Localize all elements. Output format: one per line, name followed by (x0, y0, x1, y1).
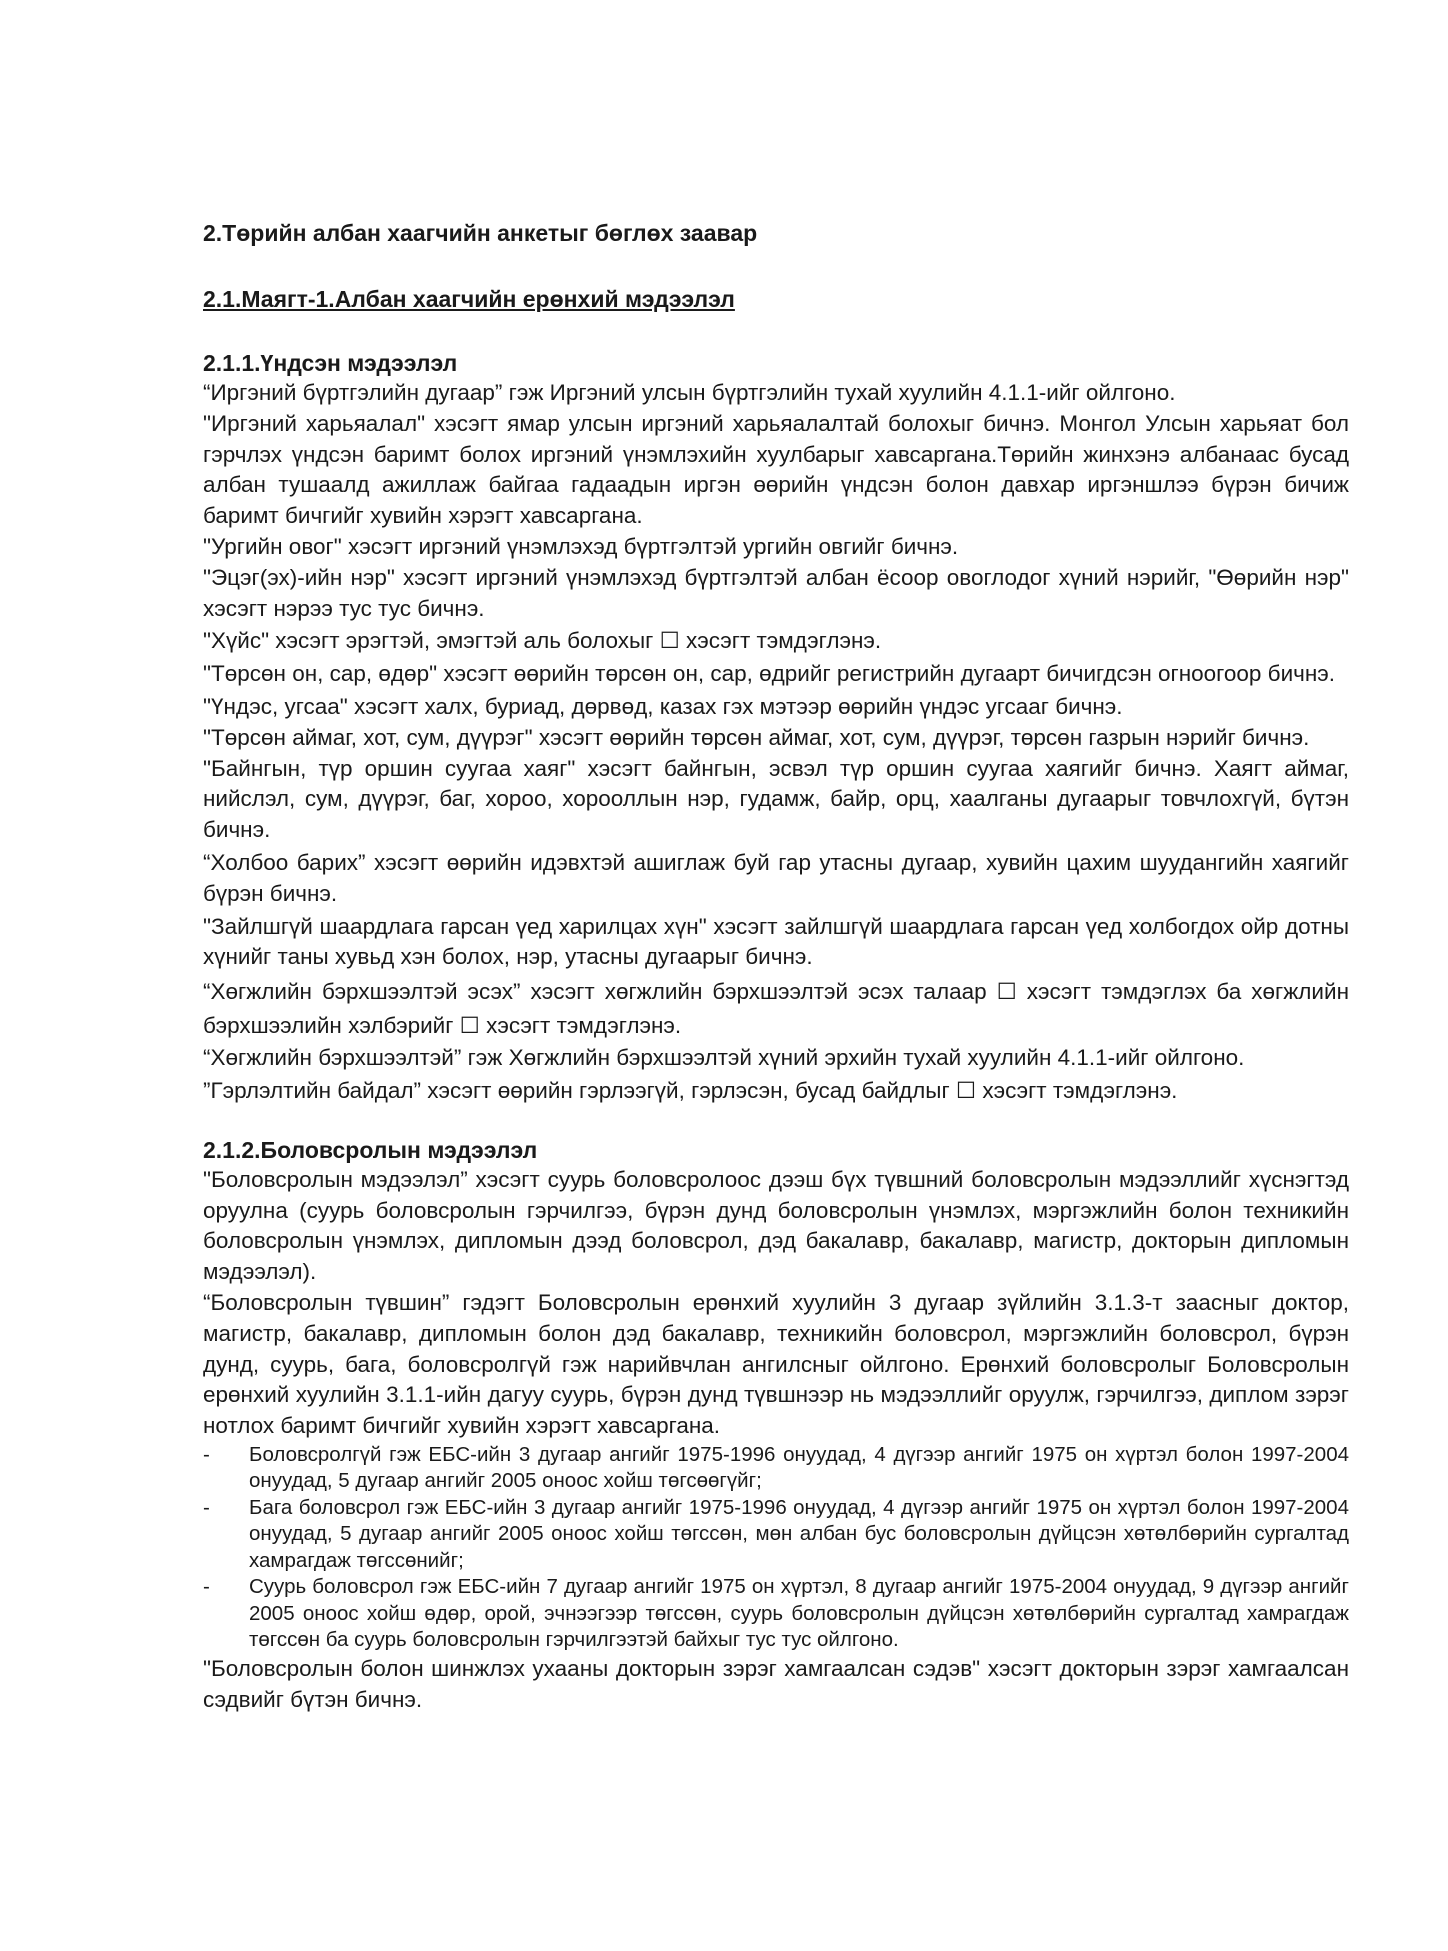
paragraph-disability: “Хөгжлийн бэрхшээлтэй эсэх” хэсэгт хөгжлийн бэрхшээлтэй эсэх талаар ☐ хэсэгт тэмдэглэх ба хөгжлийн бэрхшээлийн хэлбэрийг ☐ хэсэгт тэмдэглэнэ. (203, 979, 1349, 1039)
section-heading-2-1: 2.1.Маягт-1.Албан хаагчийн ерөнхий мэдээлэл (203, 286, 735, 312)
paragraph-clan-name: "Ургийн овог" хэсэгт иргэний үнэмлэхэд бүртгэлтэй ургийн овгийг бичнэ. (203, 533, 959, 559)
paragraph-ethnicity: "Үндэс, угсаа" хэсэгт халх, буриад, дөрвөд, казах гэх мэтээр өөрийн үндэс угсааг бичнэ. (203, 693, 1123, 719)
list-item (203, 1442, 1349, 1495)
education-level-list (203, 1442, 1349, 1654)
bullet-dash: - (203, 1442, 210, 1466)
paragraph-education-level: “Боловсролын түвшин” гэдэгт Боловсролын ерөнхий хуулийн 3 дугаар зүйлийн 3.1.3-т заасныг доктор, магистр, бакалавр, дипломын болон дэд бакалавр, техникийн боловсрол, мэргэжлийн боловсрол, бүрэн дунд, суурь, бага, боловсролгүй гэж нарийвчлан ангилсныг ойлгоно. Ерөнхий боловсролыг Боловсролын ерөнхий хуулийн 3.1.1-ийн дагуу суурь, бүрэн дунд түвшнээр нь мэдээллийг оруулж, гэрчилгээ, диплом зэрэг нотлох баримт бичгийг хувийн хэрэгт хавсаргана. (203, 1289, 1349, 1439)
paragraph-gender: "Хүйс" хэсэгт эрэгтэй, эмэгтэй аль болохыг ☐ хэсэгт тэмдэглэнэ. (203, 628, 882, 654)
paragraph-parent-name: "Эцэг(эх)-ийн нэр" хэсэгт иргэний үнэмлэхэд бүртгэлтэй албан ёсоор овоглодог хүний нэрийг, "Өөрийн нэр" хэсэгт нэрээ тус тус бичнэ. (203, 564, 1349, 621)
paragraph-education-info: "Боловсролын мэдээлэл” хэсэгт суурь боловсролоос дээш бүх түвшний боловсролын мэдээллийг хүснэгтэд оруулна (суурь боловсролын гэрчилгээ, бүрэн дунд боловсролын үнэмлэх, мэргэжлийн болон техникийн боловсролын үнэмлэх, дипломын дээд боловсрол, дэд бакалавр, бакалавр, магистр, докторын дипломын мэдээлэл). (203, 1166, 1349, 1285)
paragraph-doctoral-topic: "Боловсролын болон шинжлэх ухааны докторын зэрэг хамгаалсан сэдэв" хэсэгт докторын зэрэг хамгаалсан сэдвийг бүтэн бичнэ. (203, 1655, 1349, 1712)
list-item (203, 1574, 1349, 1654)
bullet-dash: - (203, 1495, 210, 1519)
paragraph-address: "Байнгын, түр оршин суугаа хаяг" хэсэгт байнгын, эсвэл түр оршин суугаа хаягийг бичнэ. Хаягт аймаг, нийслэл, сум, дүүрэг, баг, хороо, хорооллын нэр, гудамж, байр, орц, хаалганы дугаарыг товчлохгүй, бүтэн бичнэ. (203, 755, 1349, 843)
section-heading-2-1-2: 2.1.2.Боловсролын мэдээлэл (203, 1136, 538, 1163)
section-heading-2-1-1: 2.1.1.Үндсэн мэдээлэл (203, 350, 458, 376)
paragraph-citizen-registration-number: “Иргэний бүртгэлийн дугаар” гэж Иргэний улсын бүртгэлийн тухай хуулийн 4.1.1-ийг ойлгоно. (203, 380, 1176, 405)
bullet-dash: - (203, 1575, 210, 1599)
paragraph-birth-date: "Төрсөн он, сар, өдөр" хэсэгт өөрийн төрсөн он, сар, өдрийг регистрийн дугаарт бичигдсэн огноогоор бичнэ. (203, 661, 1336, 687)
document-page (203, 218, 1349, 1716)
list-item-text: Суурь боловсрол гэж ЕБС-ийн 7 дугаар ангийг 1975 он хүртэл, 8 дугаар ангийг 1975-2004 онуудад, 9 дүгээр ангийг 2005 оноос хойш өдөр, орой, эчнээгээр төгссөн, суурь боловсролын дүйцсэн хөтөлбөрийн сургалтад хамрагдаж төгссөн ба суурь боловсролын гэрчилгээтэй байхыг тус тус ойлгоно. (249, 1575, 1349, 1652)
paragraph-birthplace: "Төрсөн аймаг, хот, сум, дүүрэг" хэсэгт өөрийн төрсөн аймаг, хот, сум, дүүрэг, төрсөн газрын нэрийг бичнэ. (203, 724, 1310, 750)
paragraph-contact: “Холбоо барих” хэсэгт өөрийн идэвхтэй ашиглаж буй гар утасны дугаар, хувийн цахим шуудангийн хаягийг бүрэн бичнэ. (203, 849, 1349, 906)
document-title: 2.Төрийн албан хаагчийн анкетыг бөглөх заавар (203, 220, 758, 246)
paragraph-emergency-contact: "Зайлшгүй шаардлага гарсан үед харилцах хүн" хэсэгт зайлшгүй шаардлага гарсан үед холбогдох ойр дотны хүнийг таны хувьд хэн болох, нэр, утасны дугаарыг бичнэ. (203, 913, 1349, 970)
paragraph-marital-status: ”Гэрлэлтийн байдал” хэсэгт өөрийн гэрлээгүй, гэрлэсэн, бусад байдлыг ☐ хэсэгт тэмдэглэнэ. (203, 1077, 1178, 1103)
list-item-text: Боловсролгүй гэж ЕБС-ийн 3 дугаар ангийг 1975-1996 онуудад, 4 дүгээр ангийг 1975 он хүртэл болон 1997-2004 онуудад, 5 дугаар ангийг 2005 оноос хойш төгсөөгүйг; (249, 1442, 1349, 1493)
paragraph-disability-definition: “Хөгжлийн бэрхшээлтэй” гэж Хөгжлийн бэрхшээлтэй хүний эрхийн тухай хуулийн 4.1.1-ийг ойлгоно. (203, 1045, 1245, 1071)
list-item-text: Бага боловсрол гэж ЕБС-ийн 3 дугаар ангийг 1975-1996 онуудад, 4 дүгээр ангийг 1975 он хүртэл болон 1997-2004 онуудад, 5 дугаар ангийг 2005 оноос хойш төгссөн, мөн албан бус боловсролын дүйцсэн хөтөлбөрийн сургалтад хамрагдаж төгссөнийг; (249, 1495, 1349, 1572)
list-item (203, 1495, 1349, 1575)
paragraph-citizenship: "Иргэний харьяалал" хэсэгт ямар улсын иргэний харьяалалтай болохыг бичнэ. Монгол Улсын харьяат бол гэрчлэх үндсэн баримт болох иргэний үнэмлэхийн хуулбарыг хавсаргана.Төрийн жинхэнэ албанаас бусад албан тушаалд ажиллаж байгаа гадаадын иргэн өөрийн үндсэн болон давхар иргэншлээ бүрэн бичиж баримт бичгийг хувийн хэрэгт хавсаргана. (203, 410, 1349, 529)
